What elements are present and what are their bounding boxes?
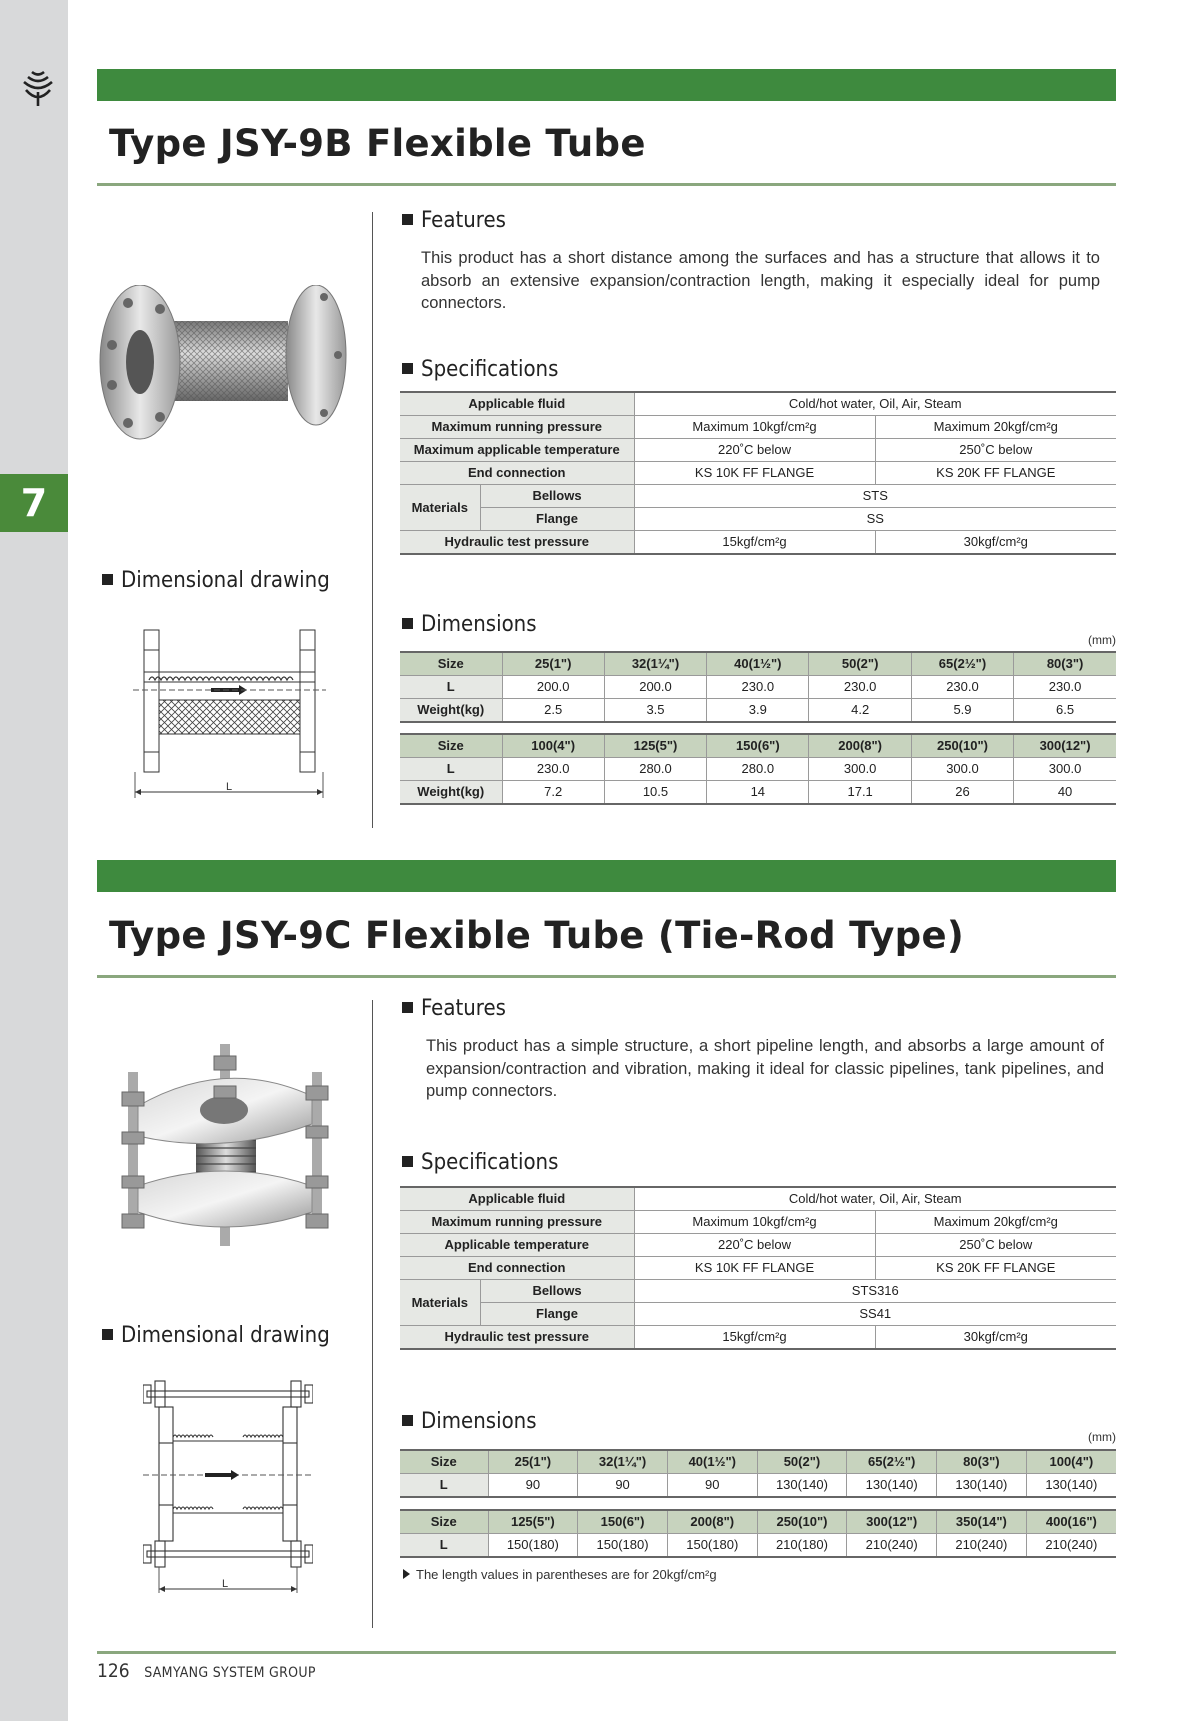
chapter-tab: 7 — [0, 474, 68, 532]
features-heading: Features — [402, 996, 506, 1021]
specifications-table: Applicable fluid Cold/hot water, Oil, Air, Steam Maximum running pressure Maximum 10kgf/cm²g Maximum 20kgf/cm²g Applicable temperature 220˚C below 250˚C below End connection KS 10K FF FLANGE KS 20K FF FLANGE Materials Bellows STS316 Flange SS41 Hydraulic test pressure 15kgf/cm²g 30kgf/cm²g — [400, 1186, 1116, 1350]
footnote: The length values in parentheses are for 20kgf/cm²g — [403, 1567, 717, 1582]
dimensions-heading: Dimensions — [402, 1409, 537, 1434]
title-rule — [97, 975, 1116, 978]
column-divider — [372, 1000, 373, 1628]
dimensional-drawing-heading: Dimensional drawing — [102, 568, 330, 593]
features-heading: Features — [402, 208, 506, 233]
dimensions-table-1: Size 25(1") 32(1¼") 40(1½") 50(2") 65(2½") 80(3") L 200.0 200.0 230.0 230.0 230.0 230.0 Weight(kg) 2.5 3.5 3.9 4.2 5.9 6.5 — [400, 651, 1116, 723]
unit-label: (mm) — [1088, 633, 1116, 647]
page-footer — [97, 1660, 316, 1682]
dimensions-table-2: Size 100(4") 125(5") 150(6") 200(8") 250(10") 300(12") L 230.0 280.0 280.0 300.0 300.0 300.0 Weight(kg) 7.2 10.5 14 17.1 26 40 — [400, 733, 1116, 805]
triangle-bullet-icon — [403, 1569, 410, 1579]
specifications-table: Applicable fluid Cold/hot water, Oil, Air, Steam Maximum running pressure Maximum 10kgf/cm²g Maximum 20kgf/cm²g Maximum applicable temperature 220˚C below 250˚C below End connection KS 10K FF FLANGE KS 20K FF FLANGE Materials Bellows STS Flange SS Hydraulic test pressure 15kgf/cm²g 30kgf/cm²g — [400, 391, 1116, 555]
page-number: 126 — [97, 1660, 130, 1682]
unit-label: (mm) — [1088, 1430, 1116, 1444]
dimensions-table-2: Size 125(5") 150(6") 200(8") 250(10") 300(12") 350(14") 400(16") L 150(180) 150(180) 150(180) 210(180) 210(240) 210(240) 210(240) — [400, 1509, 1116, 1558]
dimensional-drawing — [133, 628, 326, 800]
footer-rule — [97, 1651, 1116, 1654]
dimensional-drawing — [143, 1377, 313, 1595]
section-header-bar — [97, 860, 1116, 892]
product-photo — [98, 285, 350, 440]
dimensions-table-1: Size 25(1") 32(1¼") 40(1½") 50(2") 65(2½") 80(3") 100(4") L 90 90 90 130(140) 130(140) 130(140) 130(140) — [400, 1449, 1116, 1498]
title-rule — [97, 183, 1116, 186]
section-title: Type JSY-9B Flexible Tube — [109, 122, 646, 165]
dimensions-heading: Dimensions — [402, 612, 537, 637]
drawing-length-label: L — [221, 1578, 229, 1590]
page-sidebar — [0, 0, 68, 1721]
section-title: Type JSY-9C Flexible Tube (Tie-Rod Type) — [109, 914, 965, 957]
dimensional-drawing-heading: Dimensional drawing — [102, 1323, 330, 1348]
specifications-heading: Specifications — [402, 1150, 558, 1175]
company-name: SAMYANG SYSTEM GROUP — [144, 1665, 316, 1681]
column-divider — [372, 212, 373, 828]
specifications-heading: Specifications — [402, 357, 558, 382]
section-header-bar — [97, 69, 1116, 101]
company-logo-icon — [18, 68, 58, 108]
drawing-length-label: L — [225, 781, 233, 793]
product-photo — [120, 1036, 330, 1248]
features-text: This product has a simple structure, a short pipeline length, and absorbs a large amount of expansion/contraction and vibration, making it ideal for classic pipelines, tank pipelines, and pump connectors. — [426, 1037, 1104, 1100]
features-text: This product has a short distance among the surfaces and has a structure that allows it to absorb an extensive expansion/contraction length, making it especially ideal for pump connectors. — [421, 249, 1100, 312]
